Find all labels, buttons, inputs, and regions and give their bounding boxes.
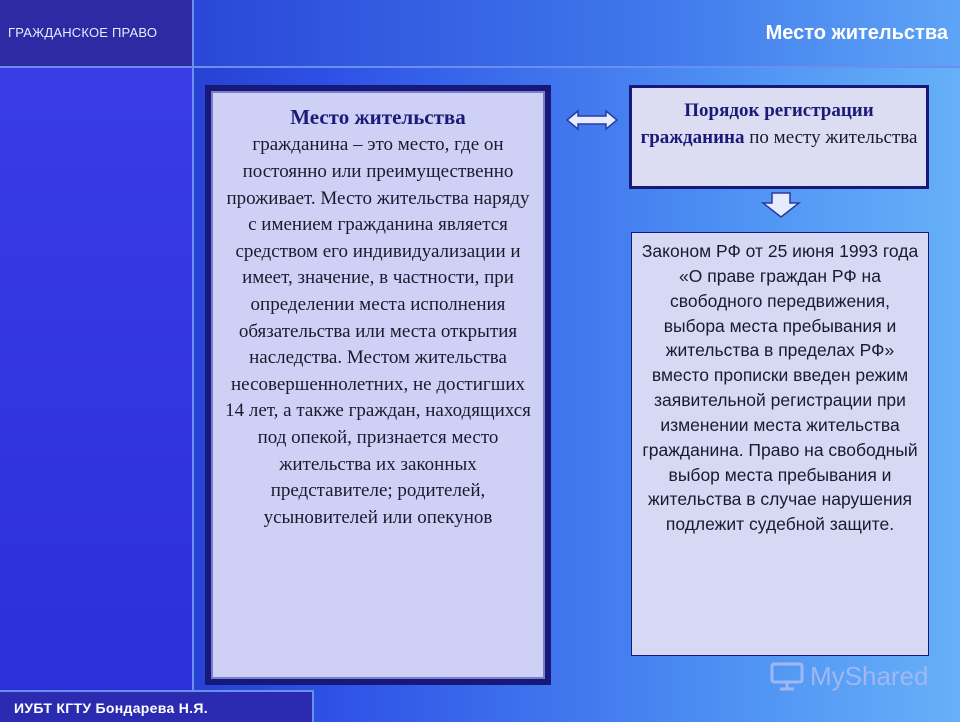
definition-panel [211, 91, 545, 679]
presentation-icon [770, 661, 804, 691]
author-credit: ИУБТ КГТУ Бондарева Н.Я. [14, 700, 208, 716]
registration-box [629, 85, 929, 189]
sidebar [0, 0, 194, 720]
definition-title: Место жительства [290, 105, 466, 129]
watermark-text: MyShared [810, 660, 929, 691]
definition-text: гражданина – это место, где он постоянно или преимущественно проживает. Место жительства наряду с имением гражданина является средством его индивидуализации и имеет, значение, в частности, при определении места исполнения обязательства или места открытия наследства. Местом жительства несовершеннолетних, не достигших 14 лет, а также граждан, находящихся под опекой, признается место жительства их законных представителе; родителей, усыновителей или опекунов [225, 134, 531, 528]
sidebar-header [0, 0, 192, 68]
course-title: ГРАЖДАНСКОЕ ПРАВО [8, 25, 158, 40]
double-arrow-icon [566, 109, 618, 131]
watermark [770, 656, 940, 696]
slide-title: Место жительства [765, 22, 948, 44]
registration-heading: Порядок регистрации гражданина [640, 100, 874, 148]
law-box [631, 232, 929, 656]
definition-box [205, 85, 551, 685]
footer-bar [0, 690, 314, 722]
registration-heading-rest: по месту жительства [744, 126, 918, 148]
down-arrow-icon [761, 192, 801, 218]
law-text: Законом РФ от 25 июня 1993 года «О праве граждан РФ на свободного передвижения, выбора места пребывания и жительства в пределах РФ» вместо прописки введен режим заявительной регистрации при изменении места жительства гражданина. Право на свободный выбор места пребывания и жительства в случае нарушения подлежит судебной защите. [641, 241, 919, 535]
title-bar [194, 0, 960, 68]
